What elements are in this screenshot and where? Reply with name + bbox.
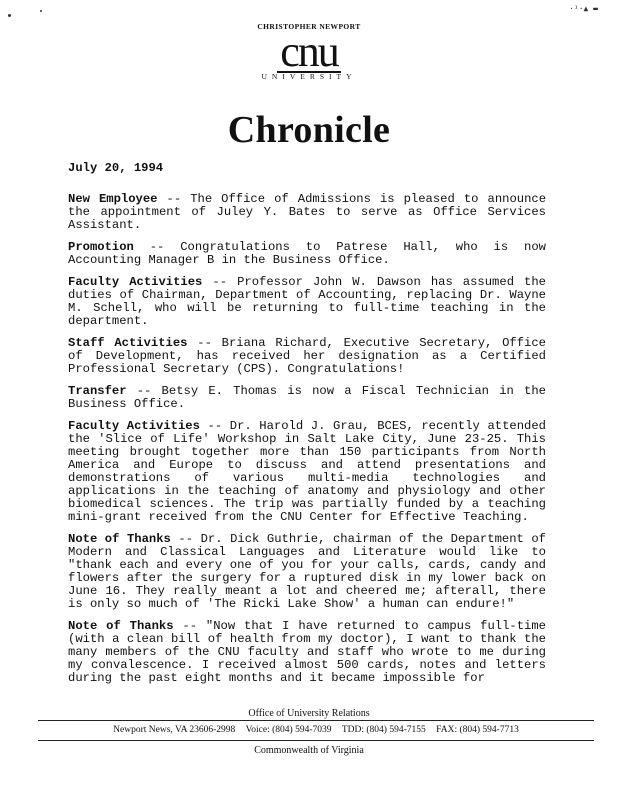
item-text: -- Betsy E. Thomas is now a Fiscal Technician in the Business Office. <box>68 384 546 411</box>
item-label: Note of Thanks <box>68 619 174 633</box>
scan-speck <box>40 10 42 12</box>
footer-fax: FAX: (804) 594-7713 <box>436 725 519 735</box>
footer-address: Newport News, VA 23606-2998 <box>113 725 236 735</box>
item-text: -- Dr. Harold J. Grau, BCES, recently attended the 'Slice of Life' Workshop in Salt Lake City, June 23-25. This meeting brought together more than 150 participants from North America and Europe to discuss and attend presentations and demonstrations of various multi-media technologies and applications in the teaching of anatomy and physiology and other biomedical sciences. The trip was partially funded by a teaching mini-grant received from the CNU Center for Effective Teaching. <box>68 419 546 524</box>
news-item <box>68 193 546 232</box>
item-label: Note of Thanks <box>68 532 171 546</box>
item-text: -- The Office of Admissions is pleased to announce the appointment of Juley Y. Bates to serve as Office Services Assistant. <box>68 192 547 232</box>
news-item <box>68 533 546 611</box>
cnu-logo <box>0 27 618 76</box>
news-item <box>68 337 546 376</box>
scan-speck <box>8 14 11 17</box>
footer-office: Office of University Relations <box>248 708 370 719</box>
corner-scan-mark: ·¹·▲ ▬ <box>569 4 598 13</box>
item-text: -- Congratulations to Patrese Hall, who is now Accounting Manager B in the Business Office. <box>68 240 546 267</box>
news-item <box>68 420 546 524</box>
footer-voice: Voice: (804) 594-7039 <box>245 725 332 735</box>
item-label: Promotion <box>68 240 134 254</box>
footer-tdd: TDD: (804) 594-7155 <box>341 725 426 735</box>
item-label: Faculty Activities <box>68 419 200 433</box>
item-label: Faculty Activities <box>68 275 203 289</box>
news-item <box>68 620 546 685</box>
item-text: -- Dr. Dick Guthrie, chairman of the Department of Modern and Classical Languages and Literature would like to "thank each and every one of you for your calls, cards, candy and flowers after the surgery for a ruptured disk in my lower back on June 16. They really meant a lot and cheered me; afterall, there is only so much of 'The Ricki Lake Show' a human can endure!" <box>68 532 546 611</box>
footer-contact <box>38 725 594 735</box>
newsletter-title: Chronicle <box>227 109 391 151</box>
item-label: New Employee <box>68 192 158 206</box>
issue-date: July 20, 1994 <box>68 161 164 175</box>
university-name-bottom: UNIVERSITY <box>261 72 357 81</box>
news-item <box>68 276 546 328</box>
logo-text: cnu <box>277 33 341 73</box>
footer-state: Commonwealth of Virginia <box>254 745 364 756</box>
item-text: -- Briana Richard, Executive Secretary, Office of Development, has received her designation as a Certified Professional Secretary (CPS). Congratulations! <box>68 336 546 376</box>
item-label: Transfer <box>68 384 127 398</box>
newsletter-body <box>68 162 546 694</box>
item-text: -- Professor John W. Dawson has assumed the duties of Chairman, Department of Accounting, replacing Dr. Wayne M. Schell, who will be returning to full-time teaching in the department. <box>68 275 546 328</box>
item-label: Staff Activities <box>68 336 188 350</box>
university-name-top: CHRISTOPHER NEWPORT <box>257 22 361 31</box>
news-item <box>68 241 546 267</box>
news-item <box>68 385 546 411</box>
item-text: -- "Now that I have returned to campus full-time (with a clean bill of health from my doctor), I want to thank the many members of the CNU faculty and staff who wrote to me during my convalescence. I received almost 500 cards, notes and letters during the past eight months and it became impossible for <box>68 619 546 685</box>
footer-rule-bottom <box>38 740 594 741</box>
footer-rule-top <box>38 720 594 721</box>
